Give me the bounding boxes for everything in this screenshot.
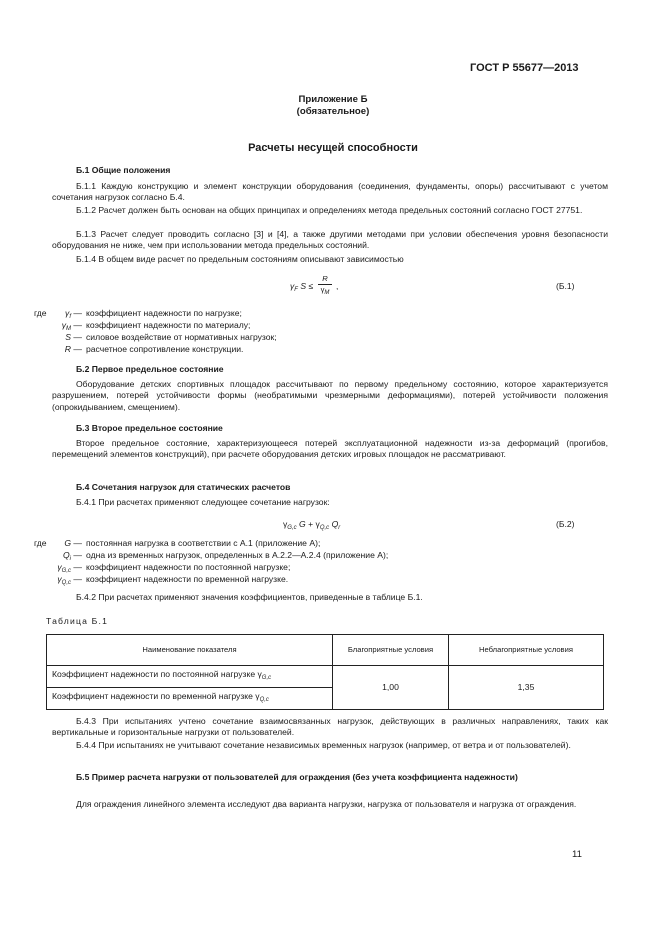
- legend-text: постоянная нагрузка в соответствии с А.1 (приложение А);: [86, 538, 321, 548]
- legend-text: коэффициент надежности по материалу;: [86, 320, 251, 330]
- legend-text: расчетное сопротивление конструкции.: [86, 344, 244, 354]
- legend-symbol: $\gamma_{Q,c}$ —: [57, 574, 82, 586]
- table-header-name: Наименование показателя: [47, 635, 333, 666]
- legend-symbol: $\gamma_M$ —: [61, 320, 82, 332]
- equation-b1-fraction: R $\gamma_M$: [318, 274, 332, 298]
- document-code: ГОСТ Р 55677—2013: [470, 62, 579, 74]
- table-header-unfavorable: Неблагоприятные условия: [449, 635, 604, 666]
- equation-b2: $\gamma_{G,c}$ $G + \gamma_{Q,c}$ $Q_r$: [283, 519, 341, 531]
- legend-symbol: S —: [65, 332, 82, 342]
- table-header-favorable: Благоприятные условия: [333, 635, 449, 666]
- table-cell-favorable: 1,00: [333, 666, 449, 710]
- paragraph-b2: Оборудование детских спортивных площадок рассчитывают по первому предельному состоянию, которое характеризуется разрушением, потерей устойчивости формы (необратимыми чрезмерными деформациями), потерей устойчивости положения (опрокидыванием, смещением).: [52, 379, 608, 412]
- equation-b1-comma: ,: [336, 281, 339, 291]
- section-b1-heading: Б.1 Общие положения: [76, 165, 171, 175]
- legend-symbol: $\gamma_f$ —: [65, 308, 82, 320]
- legend-text: коэффициент надежности по постоянной нагрузке;: [86, 562, 291, 572]
- legend-symbol: $\gamma_{G,c}$ —: [57, 562, 82, 574]
- legend-symbol: R —: [64, 344, 82, 354]
- table-row: [47, 666, 604, 688]
- table-cell-row2-label: Коэффициент надежности по временной нагрузке $\gamma_{Q,c}$: [47, 688, 333, 710]
- table-caption: Таблица Б.1: [46, 616, 109, 626]
- page-title: Расчеты несущей способности: [248, 142, 418, 154]
- section-b4-heading: Б.4 Сочетания нагрузок для статических расчетов: [76, 482, 291, 492]
- paragraph-b4-4: Б.4.4 При испытаниях не учитывают сочетание независимых временных нагрузок (например, от ветра и от пользователей).: [76, 740, 571, 750]
- paragraph-b3: Второе предельное состояние, характеризующееся потерей эксплуатационной надежности из-за деформаций (прогибов, перемещений элементов конструкций), при расчете оборудования детских игровых площадок не рассматривают.: [52, 438, 608, 460]
- page-number: 11: [572, 849, 582, 860]
- table-header-row: [47, 635, 604, 666]
- section-b5-heading: Б.5 Пример расчета нагрузки от пользователей для ограждения (без учета коэффициента надежности): [76, 772, 518, 782]
- coefficients-table: [46, 634, 604, 710]
- paragraph-b1-1: Б.1.1 Каждую конструкцию и элемент конструкции оборудования (соединения, фундаменты, опоры) рассчитывают с учетом сочетания нагрузок согласно Б.4.: [52, 181, 608, 203]
- paragraph-b5: Для ограждения линейного элемента исследуют два варианта нагрузки, нагрузка от пользователя и нагрузка от ограждения.: [76, 799, 577, 809]
- paragraph-b4-3: Б.4.3 При испытаниях учтено сочетание взаимосвязанных нагрузок, действующих в различных направлениях, таких как вертикальные и горизонтальные нагрузки от пользователей.: [52, 716, 608, 738]
- appendix-heading: [52, 94, 614, 118]
- legend-text: коэффициент надежности по нагрузке;: [86, 308, 242, 318]
- paragraph-b1-3: Б.1.3 Расчет следует проводить согласно [3] и [4], а также другими методами при условии обеспечения уровня безопасности оборудования не ниже, чем при использовании метода предельных состояний.: [52, 229, 608, 251]
- paragraph-b1-2: Б.1.2 Расчет должен быть основан на общих принципах и определениях метода предельных состояний согласно ГОСТ 27751.: [76, 205, 583, 215]
- table-cell-unfavorable: 1,35: [449, 666, 604, 710]
- paragraph-b4-1: Б.4.1 При расчетах применяют следующее сочетание нагрузок:: [76, 497, 330, 507]
- section-b2-heading: Б.2 Первое предельное состояние: [76, 364, 224, 374]
- legend-symbol: $Q_i$ —: [62, 550, 82, 562]
- appendix-status: (обязательное): [296, 106, 370, 117]
- equation-b1: $\gamma_F$ S ≤: [290, 281, 314, 293]
- equation-b2-number: (Б.2): [556, 519, 575, 529]
- section-b3-heading: Б.3 Второе предельное состояние: [76, 423, 223, 433]
- legend-text: коэффициент надежности по временной нагрузке.: [86, 574, 289, 584]
- legend-text: силовое воздействие от нормативных нагрузок;: [86, 332, 277, 342]
- legend-b1-where: где: [34, 308, 47, 318]
- appendix-name: Приложение Б: [298, 94, 368, 105]
- legend-symbol: G —: [64, 538, 82, 548]
- paragraph-b4-2: Б.4.2 При расчетах применяют значения коэффициентов, приведенные в таблице Б.1.: [76, 592, 423, 602]
- legend-b4-where: где: [34, 538, 47, 548]
- table-cell-row1-label: Коэффициент надежности по постоянной нагрузке $\gamma_{G,c}$: [47, 666, 333, 688]
- paragraph-b1-4: Б.1.4 В общем виде расчет по предельным состояниям описывают зависимостью: [76, 254, 404, 264]
- equation-b1-number: (Б.1): [556, 281, 575, 291]
- legend-text: одна из временных нагрузок, определенных в А.2.2—А.2.4 (приложение А);: [86, 550, 389, 560]
